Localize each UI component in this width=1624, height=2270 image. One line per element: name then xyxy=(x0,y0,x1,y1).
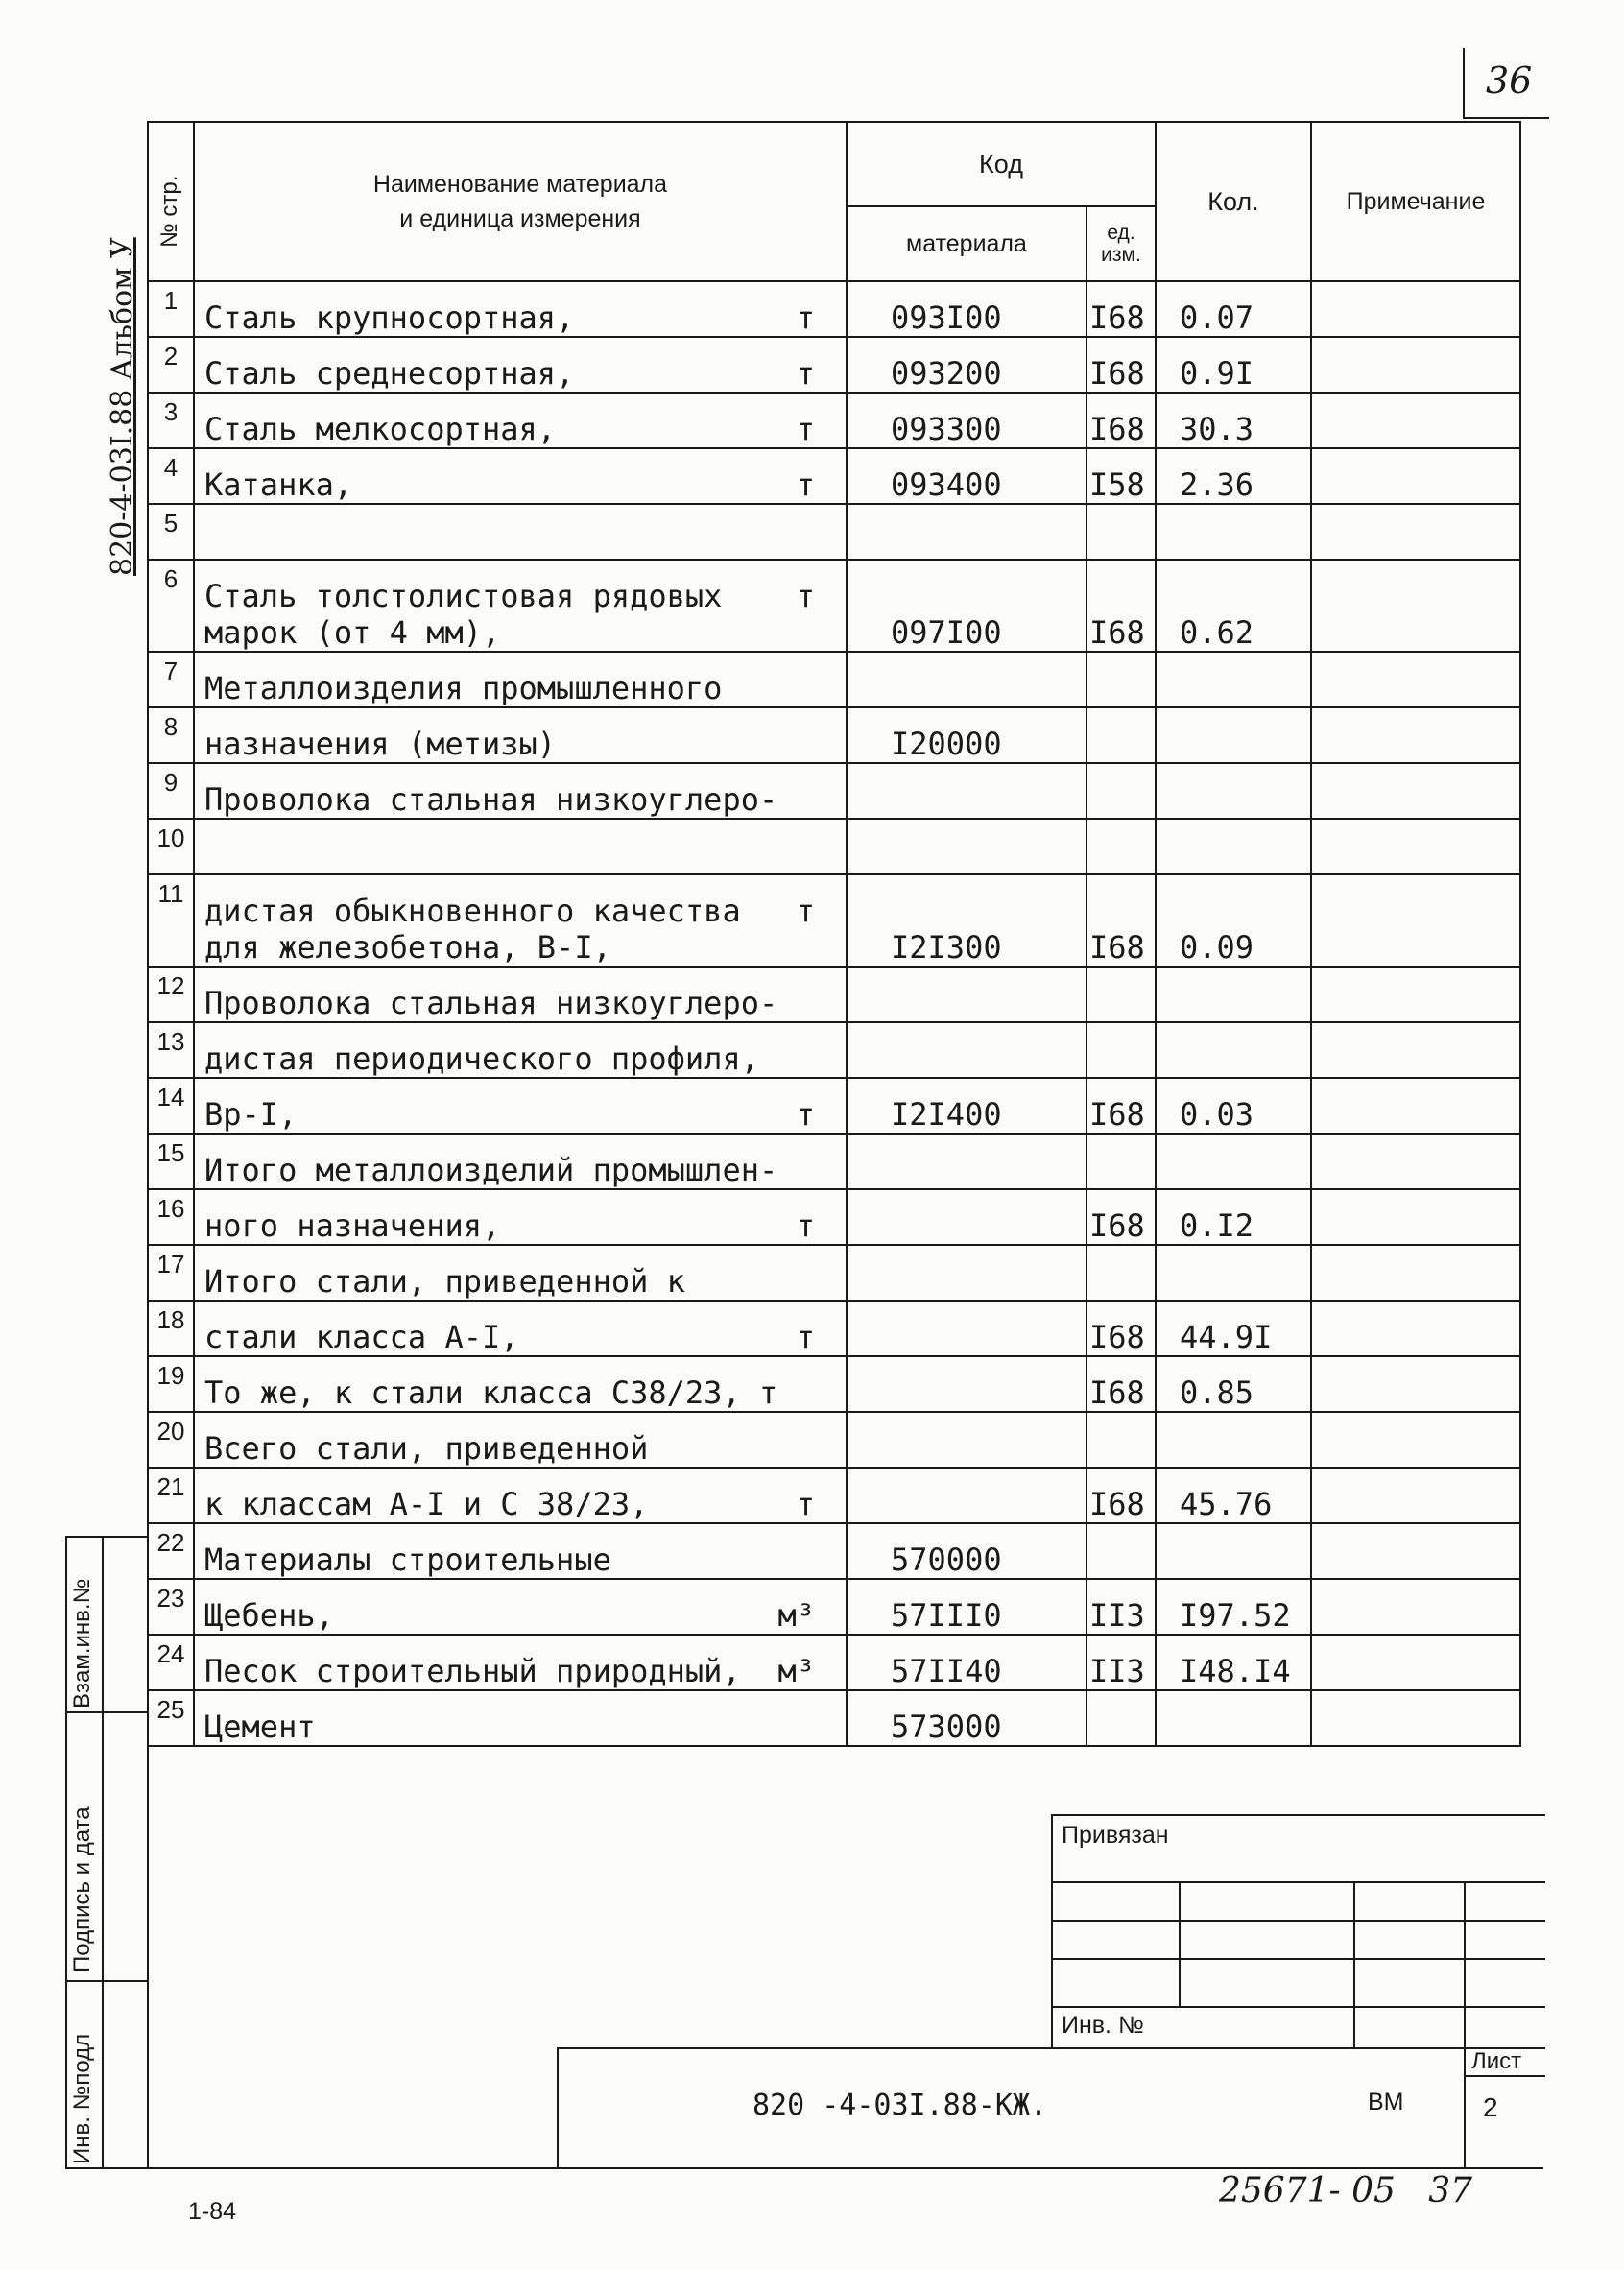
row-number: 8 xyxy=(148,707,194,763)
quantity: 0.07 xyxy=(1156,281,1311,337)
table-row xyxy=(148,1523,1520,1579)
unit-label: м³ xyxy=(777,1653,815,1689)
row-number: 7 xyxy=(148,652,194,707)
material-name xyxy=(194,819,847,874)
quantity: 2.36 xyxy=(1156,448,1311,504)
row-number: 5 xyxy=(148,504,194,560)
material-code xyxy=(847,1134,1087,1189)
unit-label: т xyxy=(796,1319,815,1355)
material-code xyxy=(847,967,1087,1022)
note xyxy=(1311,1468,1520,1523)
side-label-inv-podl: Инв. №подл xyxy=(69,2033,95,2164)
note xyxy=(1311,281,1520,337)
unit-code: II3 xyxy=(1087,1579,1156,1635)
unit-code xyxy=(1087,1245,1156,1301)
material-name xyxy=(194,393,847,448)
material-code xyxy=(847,504,1087,560)
table-row xyxy=(148,504,1520,560)
material-name xyxy=(194,1134,847,1189)
material-name xyxy=(194,504,847,560)
unit-code xyxy=(1087,1523,1156,1579)
header-code: Код xyxy=(847,122,1156,206)
row-number: 19 xyxy=(148,1356,194,1412)
side-label-podpis: Подпись и дата xyxy=(69,1806,95,1972)
note xyxy=(1311,504,1520,560)
table-row xyxy=(148,819,1520,874)
row-number: 1 xyxy=(148,281,194,337)
material-name xyxy=(194,1301,847,1356)
quantity xyxy=(1156,1523,1311,1579)
name-text: Песок строительный природный, xyxy=(204,1653,741,1689)
name-text: Вр-I, xyxy=(204,1096,298,1133)
unit-code: I58 xyxy=(1087,448,1156,504)
material-code xyxy=(847,1412,1087,1468)
note xyxy=(1311,1579,1520,1635)
material-code: 573000 xyxy=(847,1690,1087,1746)
name-text: Материалы строительные xyxy=(204,1541,611,1578)
note xyxy=(1311,1078,1520,1134)
name-text: То же, к стали класса С38/23, т xyxy=(204,1374,778,1411)
header-name: Наименование материала и единица измерения xyxy=(194,122,847,281)
material-code: 093400 xyxy=(847,448,1087,504)
side-stamp-border xyxy=(65,1536,67,2169)
material-name xyxy=(194,874,847,967)
unit-code: I68 xyxy=(1087,874,1156,967)
footer-handwritten: 25671- 05 37 xyxy=(1219,2171,1473,2210)
table-row xyxy=(148,707,1520,763)
unit-label: м³ xyxy=(777,1597,815,1634)
note xyxy=(1311,1356,1520,1412)
table-row xyxy=(148,652,1520,707)
table-row xyxy=(148,874,1520,967)
note xyxy=(1311,652,1520,707)
row-number: 11 xyxy=(148,874,194,967)
material-name xyxy=(194,652,847,707)
note xyxy=(1311,819,1520,874)
table-row xyxy=(148,967,1520,1022)
quantity xyxy=(1156,763,1311,819)
note xyxy=(1311,560,1520,652)
material-code: I2I300 xyxy=(847,874,1087,967)
material-code: 093300 xyxy=(847,393,1087,448)
quantity xyxy=(1156,1690,1311,1746)
unit-code xyxy=(1087,1690,1156,1746)
row-number: 13 xyxy=(148,1022,194,1078)
row-number: 22 xyxy=(148,1523,194,1579)
header-code-material: материала xyxy=(847,206,1087,281)
material-code xyxy=(847,1245,1087,1301)
privyazan-label: Привязан xyxy=(1062,1822,1169,1849)
quantity xyxy=(1156,1134,1311,1189)
quantity xyxy=(1156,1022,1311,1078)
table-row xyxy=(148,1134,1520,1189)
unit-code: I68 xyxy=(1087,1356,1156,1412)
material-name xyxy=(194,560,847,652)
row-number: 4 xyxy=(148,448,194,504)
note xyxy=(1311,967,1520,1022)
name-text: Сталь толстолистовая рядовых марок (от 4 мм), xyxy=(204,578,723,651)
material-name xyxy=(194,707,847,763)
table-row xyxy=(148,1078,1520,1134)
name-text: Катанка, xyxy=(204,466,353,503)
material-name xyxy=(194,1022,847,1078)
material-code: 57II40 xyxy=(847,1635,1087,1690)
name-text: ного назначения, xyxy=(204,1207,501,1244)
name-text: Сталь мелкосортная, xyxy=(204,411,557,447)
name-text: дистая обыкновенного качества для железобетона, В-I, xyxy=(204,893,741,966)
note xyxy=(1311,1189,1520,1245)
material-name xyxy=(194,448,847,504)
quantity xyxy=(1156,967,1311,1022)
table-row xyxy=(148,337,1520,393)
material-code: 093I00 xyxy=(847,281,1087,337)
quantity xyxy=(1156,819,1311,874)
unit-code: I68 xyxy=(1087,337,1156,393)
unit-label: т xyxy=(796,1096,815,1133)
row-number: 18 xyxy=(148,1301,194,1356)
material-name xyxy=(194,1245,847,1301)
material-name xyxy=(194,967,847,1022)
unit-label: т xyxy=(796,1486,815,1522)
quantity: I48.I4 xyxy=(1156,1635,1311,1690)
list-label: Лист xyxy=(1471,2048,1522,2074)
unit-code xyxy=(1087,1022,1156,1078)
material-code: 57III0 xyxy=(847,1579,1087,1635)
material-name xyxy=(194,337,847,393)
unit-label: т xyxy=(796,355,815,392)
table-row xyxy=(148,1356,1520,1412)
table-row xyxy=(148,1301,1520,1356)
material-code xyxy=(847,819,1087,874)
material-name xyxy=(194,281,847,337)
row-number: 17 xyxy=(148,1245,194,1301)
quantity xyxy=(1156,1245,1311,1301)
name-text: Сталь крупносортная, xyxy=(204,299,575,336)
unit-label: т xyxy=(796,299,815,336)
unit-code xyxy=(1087,967,1156,1022)
name-text: Итого стали, приведенной к xyxy=(204,1263,685,1300)
row-number: 12 xyxy=(148,967,194,1022)
quantity: 0.03 xyxy=(1156,1078,1311,1134)
quantity xyxy=(1156,1412,1311,1468)
header-qty: Кол. xyxy=(1156,122,1311,281)
material-name xyxy=(194,1690,847,1746)
name-text: дистая периодического профиля, xyxy=(204,1040,759,1077)
row-number: 21 xyxy=(148,1468,194,1523)
unit-code: I68 xyxy=(1087,1078,1156,1134)
row-number: 15 xyxy=(148,1134,194,1189)
table-row xyxy=(148,1245,1520,1301)
note xyxy=(1311,1412,1520,1468)
page-number: 36 xyxy=(1486,60,1533,102)
table-row xyxy=(148,1468,1520,1523)
name-text: стали класса А-I, xyxy=(204,1319,519,1355)
name-text: Всего стали, приведенной xyxy=(204,1430,649,1467)
quantity: 45.76 xyxy=(1156,1468,1311,1523)
row-number: 3 xyxy=(148,393,194,448)
table-row xyxy=(148,393,1520,448)
material-name xyxy=(194,1356,847,1412)
row-number: 20 xyxy=(148,1412,194,1468)
row-number: 24 xyxy=(148,1635,194,1690)
list-number: 2 xyxy=(1483,2092,1498,2122)
material-name xyxy=(194,1523,847,1579)
name-text: Проволока стальная низкоуглеро- xyxy=(204,985,778,1021)
material-name xyxy=(194,1189,847,1245)
note xyxy=(1311,763,1520,819)
quantity: 30.3 xyxy=(1156,393,1311,448)
material-code: 097I00 xyxy=(847,560,1087,652)
note xyxy=(1311,1523,1520,1579)
unit-label: т xyxy=(796,1207,815,1244)
side-label-vzam: Взам.инв.№ xyxy=(69,1578,95,1708)
quantity: 0.I2 xyxy=(1156,1189,1311,1245)
note xyxy=(1311,448,1520,504)
unit-code xyxy=(1087,1412,1156,1468)
note xyxy=(1311,393,1520,448)
table-row xyxy=(148,281,1520,337)
vm-label: ВМ xyxy=(1368,2089,1404,2115)
table-row xyxy=(148,1635,1520,1690)
row-number: 25 xyxy=(148,1690,194,1746)
table-row xyxy=(148,1579,1520,1635)
note xyxy=(1311,1635,1520,1690)
row-number: 2 xyxy=(148,337,194,393)
material-code xyxy=(847,652,1087,707)
name-text: Цемент xyxy=(204,1708,316,1745)
table-row xyxy=(148,448,1520,504)
table-row xyxy=(148,560,1520,652)
note xyxy=(1311,707,1520,763)
note xyxy=(1311,1301,1520,1356)
footer-left: 1-84 xyxy=(188,2198,237,2225)
header-row-no: № стр. xyxy=(148,122,194,281)
unit-code xyxy=(1087,1134,1156,1189)
name-text: Проволока стальная низкоуглеро- xyxy=(204,781,778,818)
material-name xyxy=(194,1468,847,1523)
table-row xyxy=(148,1690,1520,1746)
unit-code: I68 xyxy=(1087,281,1156,337)
quantity: I97.52 xyxy=(1156,1579,1311,1635)
material-code xyxy=(847,763,1087,819)
unit-code: I68 xyxy=(1087,393,1156,448)
unit-code xyxy=(1087,707,1156,763)
unit-code: I68 xyxy=(1087,560,1156,652)
row-number: 23 xyxy=(148,1579,194,1635)
note xyxy=(1311,1245,1520,1301)
name-text: к классам А-I и С 38/23, xyxy=(204,1486,649,1522)
material-code: 570000 xyxy=(847,1523,1087,1579)
material-code: 093200 xyxy=(847,337,1087,393)
quantity xyxy=(1156,504,1311,560)
materials-table xyxy=(147,121,1521,1747)
unit-code xyxy=(1087,819,1156,874)
row-number: 14 xyxy=(148,1078,194,1134)
material-name xyxy=(194,1412,847,1468)
row-number: 10 xyxy=(148,819,194,874)
quantity: 44.9I xyxy=(1156,1301,1311,1356)
material-name xyxy=(194,1635,847,1690)
table-row xyxy=(148,763,1520,819)
quantity: 0.9I xyxy=(1156,337,1311,393)
row-number: 16 xyxy=(148,1189,194,1245)
note xyxy=(1311,1134,1520,1189)
note xyxy=(1311,337,1520,393)
header-note: Примечание xyxy=(1311,122,1520,281)
unit-code: I68 xyxy=(1087,1301,1156,1356)
document-code: 820 -4-03I.88-КЖ. xyxy=(752,2089,1048,2122)
table-row xyxy=(148,1022,1520,1078)
unit-code xyxy=(1087,763,1156,819)
name-text: Щебень, xyxy=(204,1597,334,1634)
material-name xyxy=(194,1579,847,1635)
note xyxy=(1311,1690,1520,1746)
name-text: Металлоизделия промышленного xyxy=(204,670,723,706)
unit-label: т xyxy=(796,578,815,614)
unit-code: II3 xyxy=(1087,1635,1156,1690)
material-code xyxy=(847,1022,1087,1078)
note xyxy=(1311,1022,1520,1078)
unit-label: т xyxy=(796,466,815,503)
material-code: I2I400 xyxy=(847,1078,1087,1134)
material-code: I20000 xyxy=(847,707,1087,763)
material-code xyxy=(847,1356,1087,1412)
unit-code xyxy=(1087,652,1156,707)
quantity: 0.62 xyxy=(1156,560,1311,652)
quantity: 0.09 xyxy=(1156,874,1311,967)
row-number: 9 xyxy=(148,763,194,819)
header-code-unit: ед. изм. xyxy=(1087,206,1156,281)
unit-code: I68 xyxy=(1087,1189,1156,1245)
side-doc-code: 820-4-03I.88 Альбом У xyxy=(106,237,139,576)
material-name xyxy=(194,763,847,819)
quantity: 0.85 xyxy=(1156,1356,1311,1412)
table-row xyxy=(148,1412,1520,1468)
name-text: назначения (метизы) xyxy=(204,726,557,762)
name-text: Итого металлоизделий промышлен- xyxy=(204,1152,778,1188)
material-code xyxy=(847,1468,1087,1523)
material-code xyxy=(847,1301,1087,1356)
unit-code xyxy=(1087,504,1156,560)
unit-label: т xyxy=(796,893,815,929)
row-number: 6 xyxy=(148,560,194,652)
name-text: Сталь среднесортная, xyxy=(204,355,575,392)
table-row xyxy=(148,1189,1520,1245)
quantity xyxy=(1156,652,1311,707)
unit-label: т xyxy=(796,411,815,447)
page-number-underline xyxy=(1463,117,1549,119)
material-name xyxy=(194,1078,847,1134)
material-code xyxy=(847,1189,1087,1245)
quantity xyxy=(1156,707,1311,763)
unit-code: I68 xyxy=(1087,1468,1156,1523)
inv-no-label: Инв. № xyxy=(1062,2012,1144,2039)
note xyxy=(1311,874,1520,967)
page-number-divider xyxy=(1463,48,1465,119)
